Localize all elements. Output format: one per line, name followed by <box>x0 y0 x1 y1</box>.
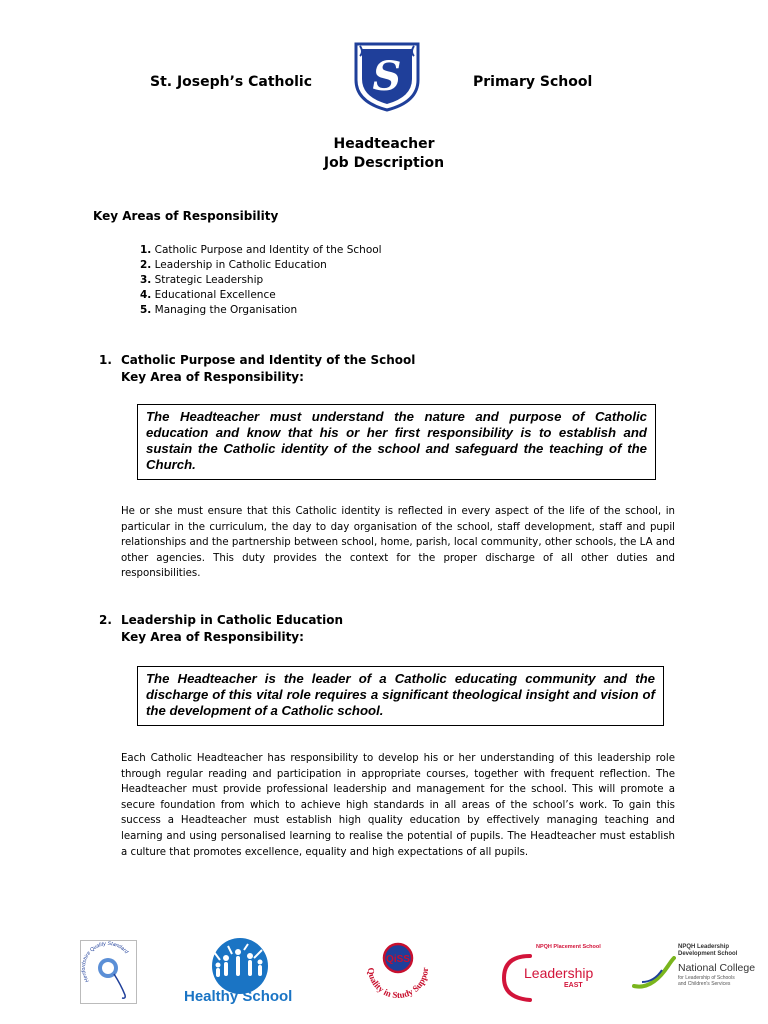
section-2-subtitle: Key Area of Responsibility: <box>121 630 304 644</box>
herts-quality-text: Hertfordshire Quality Standard <box>81 941 130 984</box>
healthy-school-text: Healthy School <box>184 988 293 1005</box>
key-areas-heading: Key Areas of Responsibility <box>93 209 279 223</box>
school-name-right: Primary School <box>473 74 593 90</box>
school-name-left: St. Joseph’s Catholic <box>150 74 313 90</box>
list-item: 2. Leadership in Catholic Education <box>140 259 327 271</box>
nc-name-text: National College <box>678 962 756 974</box>
list-item: 3. Strategic Leadership <box>140 274 264 286</box>
qiss-center-text: QiSS <box>386 954 410 965</box>
section-2-number: 2. <box>99 613 112 627</box>
section-1-number: 1. <box>99 353 112 367</box>
list-item: 1. Catholic Purpose and Identity of the School <box>140 244 382 256</box>
leadership-text: Leadership <box>524 965 594 981</box>
list-item: 4. Educational Excellence <box>140 289 276 301</box>
section-1-highlight-box: The Headteacher must understand the nature and purpose of Catholic education and know that his or her first responsibility is to establish and sustain the Catholic identity of the school and safeguard the teaching of the Church. <box>137 404 656 480</box>
nc-top-line-2: Development School <box>678 951 738 957</box>
npqh-placement-text: NPQH Placement School <box>536 944 601 950</box>
page-title: Headteacher <box>333 136 435 152</box>
herts-quality-logo <box>80 940 137 1004</box>
qiss-logo <box>358 938 438 1008</box>
nc-sub-line-2: and Children's Services <box>678 981 731 987</box>
national-college-logo <box>632 944 756 1006</box>
section-1-body: He or she must ensure that this Catholic identity is reflected in every aspect of the life of the school, in particular in the curriculum, the day to day organisation of the school, staff development, staff and pupil relationships and the partnership between school, home, parish, local community, other schools, the LA and other agencies. This duty provides the context for the proper discharge of all other duties and responsibilities. <box>121 506 675 580</box>
school-crest-icon <box>352 40 422 112</box>
leadership-east-logo <box>500 944 610 1006</box>
nc-top-line-1: NPQH Leadership <box>678 944 730 950</box>
crest-letter: S <box>372 53 402 100</box>
nc-sub-line-1: for Leadership of Schools <box>678 975 735 981</box>
section-2-body: Each Catholic Headteacher has responsibility to develop his or her understanding of this leadership role through regular reading and participation in appropriate courses, together with frequent reflection. The Headteacher must provide professional leadership and management for the school. This will promote a secure foundation from which to achieve high standards in all areas of the school’s work. To gain this success a Headteacher must establish high quality education by effectively managing teaching and learning and using personalised learning to realise the potential of pupils. The Headteacher must establish a culture that promotes excellence, equality and high expectations of all pupils. <box>121 753 675 858</box>
east-text: EAST <box>564 982 583 989</box>
section-1-subtitle: Key Area of Responsibility: <box>121 370 304 384</box>
page-subtitle: Job Description <box>323 155 445 171</box>
list-item: 5. Managing the Organisation <box>140 304 298 316</box>
section-2-highlight-box: The Headteacher is the leader of a Catholic educating community and the discharge of this vital role requires a significant theological insight and vision of the development of a Catholic school. <box>137 666 664 726</box>
section-2-title: Leadership in Catholic Education <box>121 613 344 627</box>
section-1-title: Catholic Purpose and Identity of the School <box>121 353 416 367</box>
qiss-ring-text: Quality in Study Suppor <box>365 967 431 1001</box>
key-areas-list <box>140 243 382 318</box>
healthy-school-logo <box>180 938 300 1008</box>
